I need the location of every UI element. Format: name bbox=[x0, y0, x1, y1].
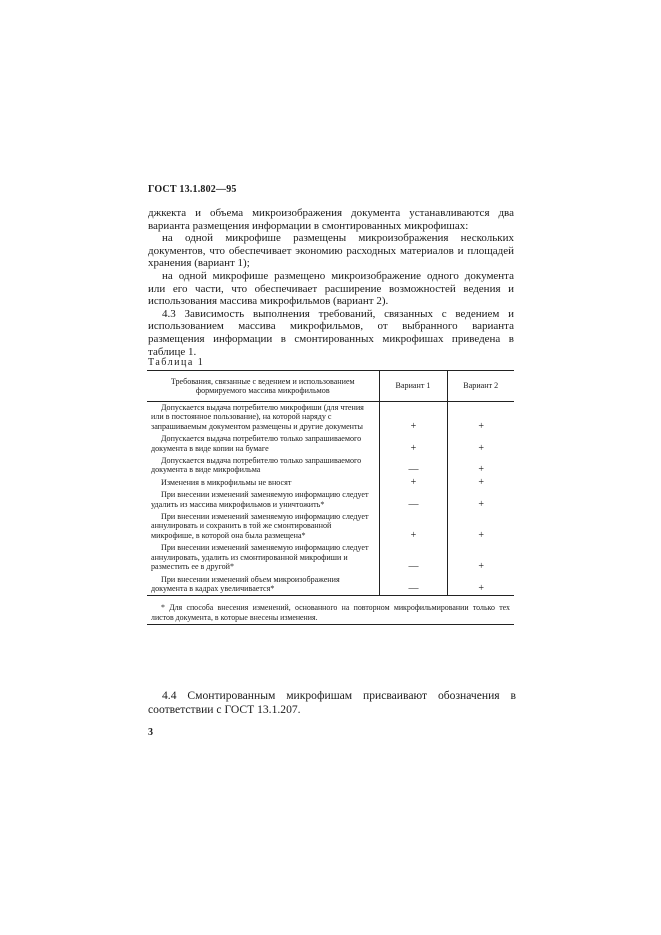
table-row bbox=[147, 489, 514, 511]
paragraph-4-4: 4.4 Смонтированным микрофишам присваивают обозначения в соответствии с ГОСТ 13.1.207. bbox=[148, 689, 516, 716]
table-row bbox=[147, 542, 514, 573]
table-row bbox=[147, 433, 514, 455]
paragraph-4-3: 4.3 Зависимость выполнения требований, связанных с ведением и использованием массива микрофильмов, от выбранного варианта размещения информации в смонтированных микрофишах приведена в таблице 1. bbox=[148, 307, 514, 358]
requirement-cell: При внесении изменений заменяемую информацию следует аннулировать и сохранить в той же смонтированной микрофише, в которой она была размещена* bbox=[151, 512, 369, 540]
table-row bbox=[147, 511, 514, 542]
variant-1-cell: — bbox=[379, 542, 447, 573]
document-header: ГОСТ 13.1.802—95 bbox=[148, 184, 237, 195]
variant-2-cell: + bbox=[447, 433, 514, 455]
section-4-4 bbox=[148, 689, 516, 716]
requirement-cell: Допускается выдача потребителю микрофиши (для чтения или в постоянное пользование), на которой наряду с запрашиваемым документом размещены и другие документы bbox=[151, 403, 364, 431]
header-variant-1: Вариант 1 bbox=[379, 371, 447, 402]
variant-1-cell: + bbox=[379, 511, 447, 542]
variant-1-cell: + bbox=[379, 402, 447, 434]
requirements-table bbox=[147, 370, 514, 625]
table-row bbox=[147, 455, 514, 477]
requirement-cell: Допускается выдача потребителю только запрашиваемого документа в виде копии на бумаге bbox=[151, 434, 362, 453]
requirement-cell: Допускается выдача потребителю только запрашиваемого документа в виде микрофильма bbox=[151, 456, 362, 475]
variant-1-cell: + bbox=[379, 433, 447, 455]
variant-1-cell: — bbox=[379, 489, 447, 511]
paragraph-variant-2: на одной микрофише размещено микроизображение одного документа или его части, что обеспечивает расширение возможностей ведения и использования массива микрофильмов (вариант 2). bbox=[148, 269, 514, 308]
requirement-cell: При внесении изменений заменяемую информацию следует аннулировать, удалить из смонтированной микрофиши и разместить ее в другой* bbox=[151, 543, 369, 572]
table-caption: Таблица 1 bbox=[148, 357, 205, 368]
variant-1-cell: — bbox=[379, 455, 447, 477]
paragraph-continuation: джкекта и объема микроизображения документа устанавливаются два варианта размещения информации в смонтированных микрофишах: bbox=[148, 207, 514, 232]
intro-text bbox=[148, 207, 514, 358]
variant-1-cell: — bbox=[379, 574, 447, 596]
table-row bbox=[147, 402, 514, 434]
table-row bbox=[147, 574, 514, 596]
variant-2-cell: + bbox=[447, 542, 514, 573]
variant-2-cell: + bbox=[447, 477, 514, 489]
variant-2-cell: + bbox=[447, 511, 514, 542]
requirement-cell: Изменения в микрофильмы не вносят bbox=[161, 477, 292, 487]
table-row bbox=[147, 477, 514, 489]
variant-1-cell: + bbox=[379, 477, 447, 489]
table-header-row bbox=[147, 371, 514, 402]
requirement-cell: При внесении изменений заменяемую информацию следует удалить из массива микрофильмов и уничтожить* bbox=[151, 490, 369, 509]
variant-2-cell: + bbox=[447, 402, 514, 434]
header-requirements: Требования, связанные с ведением и использованием формируемого массива микрофильмов bbox=[147, 371, 379, 402]
page-number: 3 bbox=[148, 727, 153, 738]
variant-2-cell: + bbox=[447, 455, 514, 477]
footnote-row bbox=[147, 596, 514, 624]
variant-2-cell: + bbox=[447, 574, 514, 596]
table-footnote: * Для способа внесения изменений, основанного на повторном микрофильмировании только тех листов документа, в которые внесены изменения. bbox=[147, 596, 514, 624]
header-variant-2: Вариант 2 bbox=[447, 371, 514, 402]
paragraph-variant-1: на одной микрофише размещены микроизображения нескольких документов, что обеспечивает экономию расходных материалов и площадей хранения (вариант 1); bbox=[148, 232, 514, 270]
variant-2-cell: + bbox=[447, 489, 514, 511]
requirement-cell: При внесении изменений объем микроизображения документа в кадрах увеличивается* bbox=[147, 574, 379, 596]
